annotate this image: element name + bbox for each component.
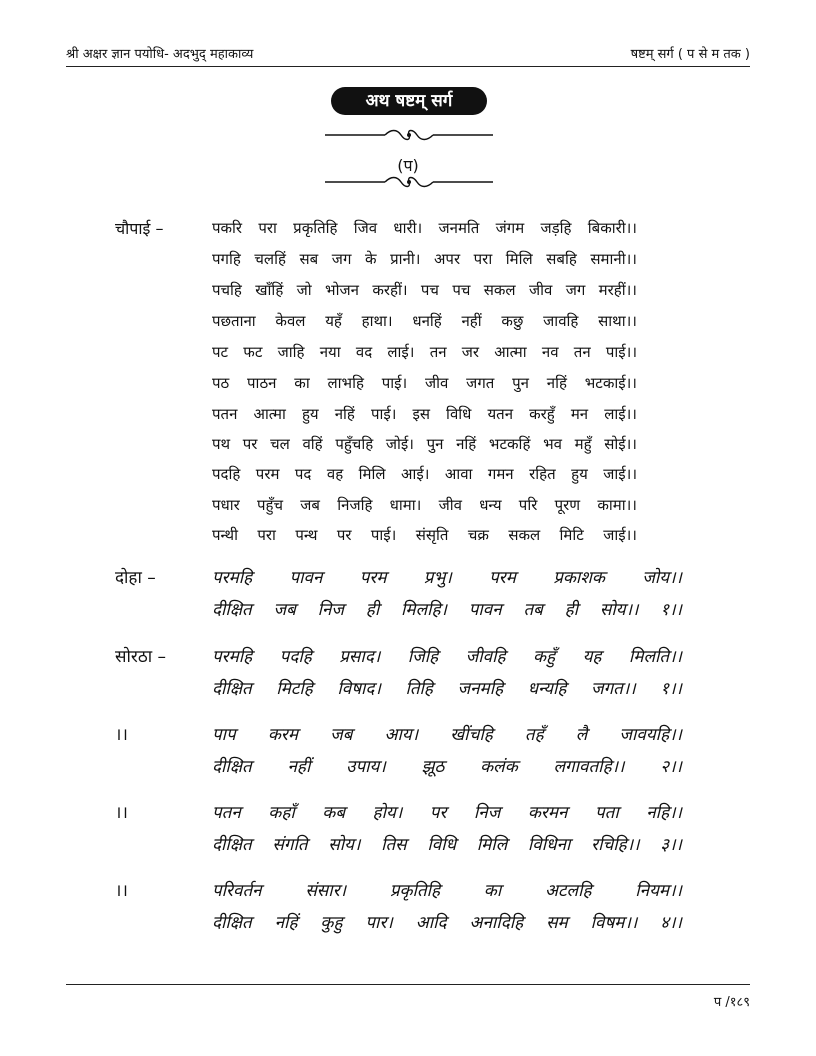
sortha-line: दीक्षित संगति सोय। तिस विधि मिलि विधिना रचिहि।। ३।। bbox=[212, 835, 682, 855]
doha-label: दोहा – bbox=[115, 568, 156, 588]
header-divider bbox=[66, 66, 750, 67]
chapter-title: अथ षष्टम् सर्ग bbox=[331, 87, 487, 115]
sortha-line: दीक्षित नहीं उपाय। झूठ कलंक लगावतहि।। २।। bbox=[212, 757, 682, 777]
footer-divider bbox=[66, 984, 750, 985]
page-number: प /१८९ bbox=[713, 995, 750, 1010]
sortha-line: परिवर्तन संसार। प्रकृतिहि का अटलहि नियम।। bbox=[212, 881, 682, 901]
chaupai-line: पधार पहुँच जब निजहि धामा। जीव धन्य परि पूरण कामा।। bbox=[212, 496, 637, 514]
running-header-left: श्री अक्षर ज्ञान पयोधि- अदभुद् महाकाव्य bbox=[66, 47, 254, 62]
chaupai-line: पट फट जाहि नया वद लाई। तन जर आत्मा नव तन पाई।। bbox=[212, 343, 637, 361]
sortha-label: ।। bbox=[115, 803, 128, 823]
sortha-label: ।। bbox=[115, 881, 128, 901]
section-letter: (प) bbox=[397, 156, 419, 175]
sortha-label: सोरठा – bbox=[115, 647, 167, 667]
chaupai-line: पठ पाठन का लाभहि पाई। जीव जगत पुन नहिं भटकाई।। bbox=[212, 374, 637, 392]
chaupai-label: चौपाई – bbox=[115, 219, 164, 238]
sortha-line: पाप करम जब आय। खींचहि तहँ लै जावयहि।। bbox=[212, 725, 682, 745]
chaupai-line: पछताना केवल यहँ हाथा। धनहिं नहीं कछु जावहि साथा।। bbox=[212, 312, 637, 330]
chaupai-line: पदहि परम पद वह मिलि आई। आवा गमन रहित हुय जाई।। bbox=[212, 465, 637, 483]
chaupai-line: पतन आत्मा हुय नहिं पाई। इस विधि यतन करहुँ मन लाई।। bbox=[212, 405, 637, 423]
sortha-line: दीक्षित मिटहि विषाद। तिहि जनमहि धन्यहि जगत।। १।। bbox=[212, 679, 682, 699]
chaupai-line: पकरि परा प्रकृतिहि जिव धारी। जनमति जंगम जड़हि बिकारी।। bbox=[212, 219, 637, 237]
doha-line: दीक्षित जब निज ही मिलहि। पावन तब ही सोय।। १।। bbox=[212, 600, 682, 620]
sortha-line: पतन कहाँ कब होय। पर निज करमन पता नहि।। bbox=[212, 803, 682, 823]
chaupai-line: पगहि चलहिं सब जग के प्रानी। अपर परा मिलि सबहि समानी।। bbox=[212, 250, 637, 268]
chaupai-line: पथ पर चल वहिं पहुँचहि जोई। पुन नहिं भटकहिं भव महुँ सोई।। bbox=[212, 435, 637, 453]
doha-line: परमहि पावन परम प्रभु। परम प्रकाशक जोय।। bbox=[212, 568, 682, 588]
flourish-bottom-ornament bbox=[325, 176, 493, 188]
sortha-label: ।। bbox=[115, 725, 128, 745]
sortha-line: परमहि पदहि प्रसाद। जिहि जीवहि कहुँ यह मिलति।। bbox=[212, 647, 682, 667]
chaupai-line: पन्थी परा पन्थ पर पाई। संसृति चक्र सकल मिटि जाई।। bbox=[212, 526, 637, 544]
running-header-right: षष्टम् सर्ग ( प से म तक ) bbox=[630, 47, 750, 62]
flourish-top-ornament bbox=[325, 129, 493, 141]
chaupai-line: पचहि खाँहिं जो भोजन करहीं। पच पच सकल जीव जग मरहीं।। bbox=[212, 281, 637, 299]
sortha-line: दीक्षित नहिं कुहु पार। आदि अनादिहि सम विषम।। ४।। bbox=[212, 913, 682, 933]
